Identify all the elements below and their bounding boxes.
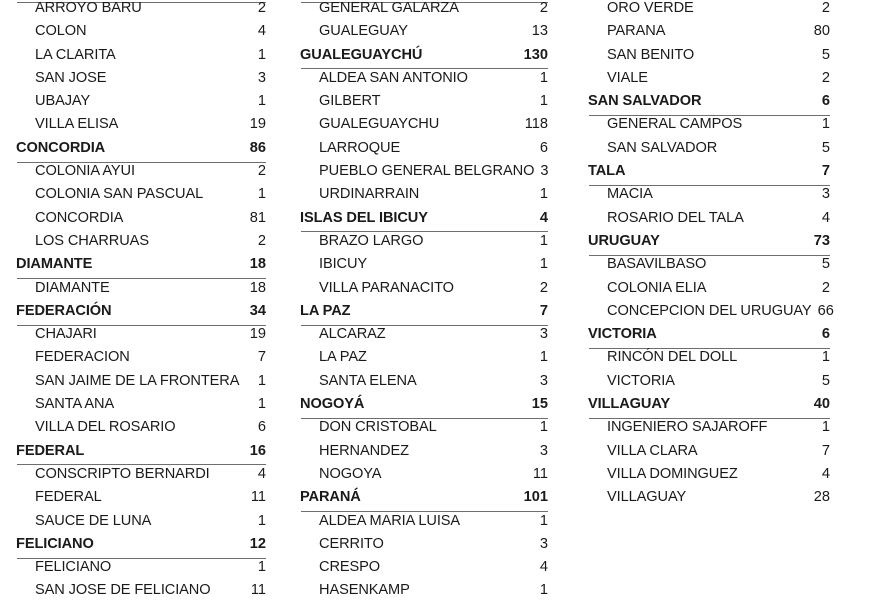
locality-count: 5 <box>821 139 830 156</box>
locality-name: VILLA DEL ROSARIO <box>35 419 176 436</box>
locality-name: FEDERACION <box>35 349 130 366</box>
locality-row <box>588 443 830 466</box>
locality-name: SAN SALVADOR <box>607 139 718 156</box>
locality-row <box>300 163 548 186</box>
locality-name: COLONIA AYUI <box>35 163 135 180</box>
locality-name: IBICUY <box>319 256 368 273</box>
locality-row <box>16 186 266 209</box>
locality-name: LARROQUE <box>319 139 401 156</box>
locality-row <box>588 373 830 396</box>
locality-row <box>588 349 830 372</box>
department-name: FEDERAL <box>16 442 85 459</box>
department-name: DIAMANTE <box>16 256 93 273</box>
department-total: 15 <box>531 396 548 413</box>
locality-count: 80 <box>813 23 830 40</box>
locality-name: GUALEGUAY <box>319 23 408 40</box>
locality-count: 19 <box>249 116 266 133</box>
locality-count: 18 <box>249 279 266 296</box>
locality-name: UBAJAY <box>35 93 91 110</box>
locality-row <box>300 23 548 46</box>
department-row <box>16 256 266 279</box>
locality-row <box>16 466 266 489</box>
locality-row <box>588 70 830 93</box>
locality-name: VIALE <box>607 69 648 86</box>
locality-row <box>300 233 548 256</box>
locality-count: 11 <box>250 582 266 599</box>
locality-name: COLONIA SAN PASCUAL <box>35 186 204 203</box>
locality-row <box>588 47 830 70</box>
locality-name: CRESPO <box>319 559 381 576</box>
locality-count: 5 <box>821 46 830 63</box>
department-row <box>300 396 548 419</box>
locality-count: 1 <box>539 349 548 366</box>
locality-name: PUEBLO GENERAL BELGRANO <box>319 163 535 180</box>
department-total: 16 <box>249 442 266 459</box>
locality-row <box>300 93 548 116</box>
locality-count: 4 <box>821 465 830 482</box>
locality-row <box>588 466 830 489</box>
locality-count: 4 <box>821 209 830 226</box>
locality-name: VILLA CLARA <box>607 442 698 459</box>
department-row <box>300 489 548 512</box>
locality-row <box>588 302 834 326</box>
locality-name: FEDERAL <box>35 489 102 506</box>
locality-name: MACIA <box>607 186 653 203</box>
department-row <box>300 47 548 70</box>
locality-row <box>300 70 548 93</box>
locality-count: 81 <box>249 209 266 226</box>
locality-count: 1 <box>821 116 830 133</box>
locality-name: ALDEA SAN ANTONIO <box>319 69 468 86</box>
department-name: FEDERACIÓN <box>16 302 112 319</box>
locality-name: ALDEA MARIA LUISA <box>319 512 461 529</box>
locality-count: 2 <box>821 279 830 296</box>
locality-row <box>16 0 266 23</box>
locality-name: GENERAL GALARZA <box>319 0 459 16</box>
locality-count: 11 <box>532 465 548 482</box>
locality-count: 1 <box>257 559 266 576</box>
locality-name: VILLA PARANACITO <box>319 279 454 296</box>
locality-name: SAUCE DE LUNA <box>35 512 152 529</box>
locality-count: 3 <box>539 535 548 552</box>
locality-name: GENERAL CAMPOS <box>607 116 743 133</box>
locality-row <box>588 280 830 303</box>
department-name: VICTORIA <box>588 326 657 343</box>
locality-count: 3 <box>539 372 548 389</box>
department-total: 6 <box>821 326 830 343</box>
locality-row <box>16 163 266 186</box>
department-total: 7 <box>539 302 548 319</box>
locality-count: 3 <box>539 442 548 459</box>
locality-count: 6 <box>539 139 548 156</box>
locality-name: GUALEGUAYCHU <box>319 116 440 133</box>
locality-row <box>300 373 548 396</box>
locality-row <box>16 23 266 46</box>
locality-count: 1 <box>539 256 548 273</box>
locality-name: LA CLARITA <box>35 46 116 63</box>
locality-count: 2 <box>539 279 548 296</box>
department-row <box>588 326 830 349</box>
locality-row <box>300 0 548 23</box>
locality-count: 4 <box>539 559 548 576</box>
locality-count: 1 <box>257 93 266 110</box>
locality-count: 6 <box>257 419 266 436</box>
locality-name: CONSCRIPTO BERNARDI <box>35 465 210 482</box>
locality-row <box>300 326 548 349</box>
locality-row <box>300 466 548 489</box>
locality-name: LOS CHARRUAS <box>35 232 149 249</box>
locality-name: GILBERT <box>319 93 381 110</box>
locality-row <box>300 443 548 466</box>
department-name: LA PAZ <box>300 302 351 319</box>
locality-count: 7 <box>821 442 830 459</box>
department-row <box>16 443 266 466</box>
locality-count: 1 <box>257 186 266 203</box>
department-row <box>588 93 830 116</box>
department-name: PARANÁ <box>300 489 361 506</box>
locality-row <box>16 582 266 605</box>
locality-count: 2 <box>257 232 266 249</box>
locality-name: RINCÓN DEL DOLL <box>607 349 738 366</box>
department-row <box>588 163 830 186</box>
department-name: NOGOYÁ <box>300 396 365 413</box>
department-row <box>16 140 266 163</box>
locality-count: 19 <box>249 326 266 343</box>
locality-row <box>16 489 266 512</box>
locality-row <box>588 23 830 46</box>
locality-row <box>300 186 548 209</box>
department-name: URUGUAY <box>588 232 660 249</box>
department-total: 7 <box>821 163 830 180</box>
locality-row <box>16 47 266 70</box>
locality-row <box>588 0 830 23</box>
locality-row <box>16 419 266 442</box>
locality-row <box>300 536 548 559</box>
locality-count: 2 <box>539 0 548 16</box>
department-row <box>300 210 548 233</box>
locality-row <box>16 116 266 139</box>
locality-row <box>16 210 266 233</box>
locality-count: 1 <box>539 69 548 86</box>
locality-count: 3 <box>821 186 830 203</box>
locality-row <box>300 513 548 536</box>
locality-count: 66 <box>817 302 834 319</box>
department-total: 40 <box>813 396 830 413</box>
locality-name: HERNANDEZ <box>319 442 409 459</box>
locality-count: 1 <box>539 93 548 110</box>
locality-name: SAN JOSE DE FELICIANO <box>35 582 211 599</box>
locality-name: SAN JAIME DE LA FRONTERA <box>35 372 240 389</box>
locality-row <box>16 326 266 349</box>
locality-count: 1 <box>257 372 266 389</box>
locality-row <box>588 256 830 279</box>
locality-row <box>588 210 830 233</box>
locality-row <box>16 233 266 256</box>
locality-count: 3 <box>257 69 266 86</box>
locality-count: 2 <box>257 163 266 180</box>
locality-name: NOGOYA <box>319 465 382 482</box>
locality-row <box>16 396 266 419</box>
locality-name: PARANA <box>607 23 666 40</box>
locality-count: 1 <box>821 419 830 436</box>
department-name: TALA <box>588 163 626 180</box>
locality-row <box>16 93 266 116</box>
locality-count: 1 <box>539 582 548 599</box>
locality-name: SANTA ANA <box>35 396 115 413</box>
locality-count: 4 <box>257 465 266 482</box>
locality-row <box>16 559 266 582</box>
locality-name: ROSARIO DEL TALA <box>607 209 744 226</box>
department-name: FELICIANO <box>16 535 94 552</box>
locality-row <box>16 349 266 372</box>
locality-row <box>16 70 266 93</box>
locality-name: SANTA ELENA <box>319 372 417 389</box>
department-row <box>16 536 266 559</box>
locality-count: 28 <box>813 489 830 506</box>
locality-name: SAN JOSE <box>35 69 107 86</box>
department-name: SAN SALVADOR <box>588 93 702 110</box>
locality-name: VILLA ELISA <box>35 116 119 133</box>
locality-count: 1 <box>539 232 548 249</box>
locality-name: ARROYO BARU <box>35 0 142 16</box>
locality-count: 3 <box>539 326 548 343</box>
locality-row <box>588 489 830 512</box>
locality-count: 4 <box>257 23 266 40</box>
locality-count: 11 <box>250 489 266 506</box>
locality-name: CONCEPCION DEL URUGUAY <box>607 302 812 319</box>
department-name: ISLAS DEL IBICUY <box>300 209 428 226</box>
locality-name: SAN BENITO <box>607 46 695 63</box>
locality-name: BRAZO LARGO <box>319 232 424 249</box>
department-total: 73 <box>813 232 830 249</box>
locality-name: HASENKAMP <box>319 582 410 599</box>
locality-name: INGENIERO SAJAROFF <box>607 419 768 436</box>
department-total: 18 <box>249 256 266 273</box>
locality-count: 5 <box>821 372 830 389</box>
locality-row <box>300 140 548 163</box>
locality-count: 2 <box>821 69 830 86</box>
table-column-3 <box>588 0 834 513</box>
locality-row <box>300 582 548 605</box>
department-total: 101 <box>523 489 548 506</box>
locality-row <box>300 559 548 582</box>
locality-row <box>16 513 266 536</box>
locality-count: 1 <box>257 512 266 529</box>
locality-name: CERRITO <box>319 535 384 552</box>
department-total: 4 <box>539 209 548 226</box>
locality-name: VILLAGUAY <box>607 489 687 506</box>
locality-count: 1 <box>539 419 548 436</box>
locality-count: 1 <box>821 349 830 366</box>
locality-row <box>16 280 266 303</box>
department-total: 6 <box>821 93 830 110</box>
locality-row <box>300 116 548 139</box>
department-row <box>300 303 548 326</box>
locality-row <box>300 280 548 303</box>
locality-count: 7 <box>257 349 266 366</box>
locality-count: 2 <box>257 0 266 16</box>
table-column-2 <box>300 0 548 606</box>
locality-row <box>588 419 830 442</box>
locality-name: DIAMANTE <box>35 279 110 296</box>
locality-count: 5 <box>821 256 830 273</box>
locality-count: 1 <box>539 512 548 529</box>
locality-name: COLONIA ELIA <box>607 279 707 296</box>
locality-count: 13 <box>531 23 548 40</box>
locality-name: CHAJARI <box>35 326 97 343</box>
locality-name: DON CRISTOBAL <box>319 419 437 436</box>
locality-name: URDINARRAIN <box>319 186 420 203</box>
department-row <box>588 396 830 419</box>
locality-row <box>300 349 548 372</box>
department-total: 130 <box>523 46 548 63</box>
locality-name: CONCORDIA <box>35 209 124 226</box>
locality-count: 1 <box>539 186 548 203</box>
locality-row <box>16 373 266 396</box>
department-total: 34 <box>249 302 266 319</box>
department-name: VILLAGUAY <box>588 396 671 413</box>
locality-count: 1 <box>257 46 266 63</box>
department-row <box>16 303 266 326</box>
locality-name: COLON <box>35 23 87 40</box>
locality-name: ALCARAZ <box>319 326 386 343</box>
table-column-1 <box>16 0 266 606</box>
locality-name: VICTORIA <box>607 372 675 389</box>
locality-name: FELICIANO <box>35 559 112 576</box>
locality-count: 118 <box>524 116 548 133</box>
locality-row <box>588 116 830 139</box>
locality-row <box>300 419 548 442</box>
locality-count: 3 <box>540 163 549 180</box>
department-total: 86 <box>249 139 266 156</box>
department-name: GUALEGUAYCHÚ <box>300 46 423 63</box>
department-name: CONCORDIA <box>16 139 106 156</box>
locality-row <box>588 140 830 163</box>
locality-row <box>588 186 830 209</box>
locality-count: 1 <box>257 396 266 413</box>
department-row <box>588 233 830 256</box>
locality-name: ORO VERDE <box>607 0 694 16</box>
locality-row <box>300 256 548 279</box>
locality-count: 2 <box>821 0 830 16</box>
locality-name: VILLA DOMINGUEZ <box>607 465 738 482</box>
locality-name: LA PAZ <box>319 349 367 366</box>
department-total: 12 <box>249 535 266 552</box>
locality-name: BASAVILBASO <box>607 256 707 273</box>
